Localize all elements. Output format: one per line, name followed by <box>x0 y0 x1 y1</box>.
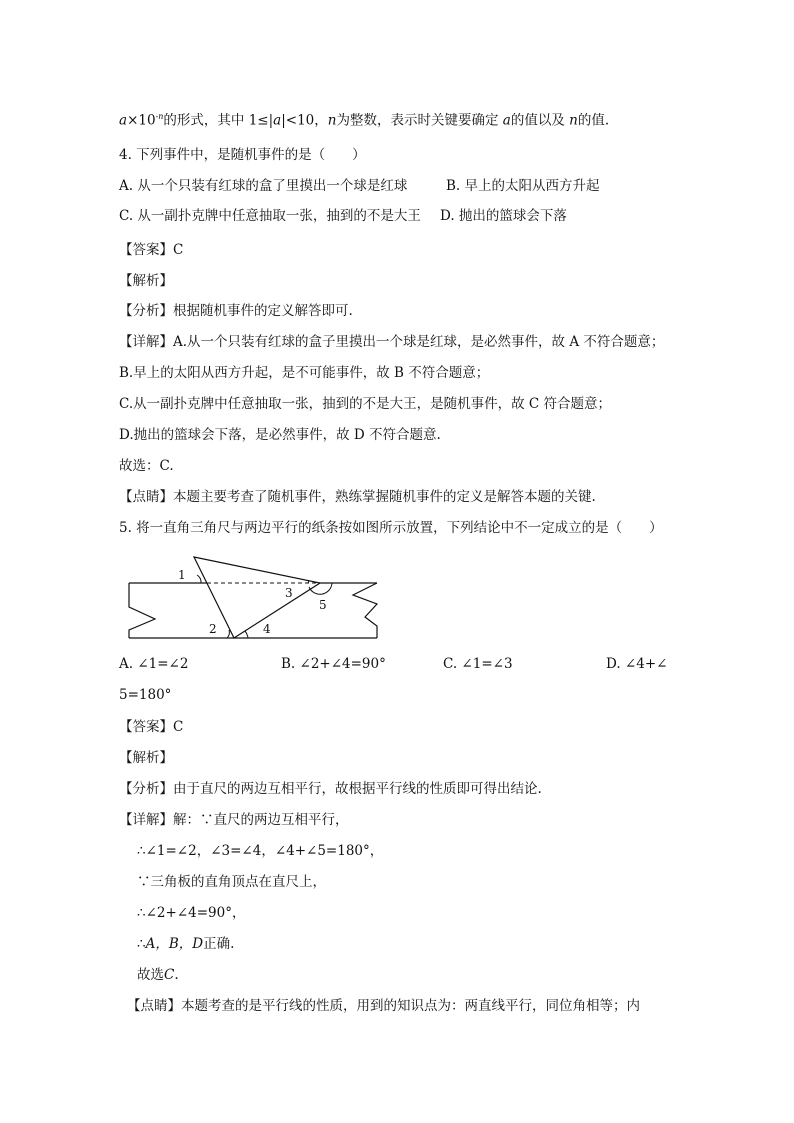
text-seg: . <box>174 967 179 983</box>
q4-option-c: C. 从一副扑克牌中任意抽取一张，抽到的不是大王 <box>119 208 421 224</box>
chosen-option: C <box>164 967 175 983</box>
var-a: a <box>273 112 282 129</box>
q5-option-d: D. ∠4+∠ <box>606 656 668 672</box>
q5-option-b: B. ∠2+∠4=90° <box>281 656 386 672</box>
text-seg: 的值. <box>577 112 610 129</box>
q5-step-5 <box>137 966 179 984</box>
figure-label-5: 5 <box>319 598 327 612</box>
angle-arc-2 <box>227 630 229 638</box>
q5-stem: 5. 将一直角三角尺与两边平行的纸条按如图所示放置，下列结论中不一定成立的是（ ） <box>119 520 663 536</box>
q5-option-c: C. ∠1=∠3 <box>443 656 513 672</box>
text-seg: 的值以及 <box>510 112 565 129</box>
text-seg: 故选 <box>137 967 164 983</box>
q4-detail-1: 【详解】A.从一个只装有红球的盒子里摸出一个球是红球，是必然事件，故 A 不符合题意； <box>119 334 665 350</box>
strip-left-zigzag <box>129 583 155 638</box>
q4-detail-4: D.抛出的篮球会下落，是必然事件，故 D 不符合题意. <box>119 427 441 443</box>
q5-step-1: ∴∠1=∠2，∠3=∠4，∠4+∠5=180°， <box>137 843 384 859</box>
q5-dianjing: 【点睛】本题考查的是平行线的性质，用到的知识点为：两直线平行，同位角相等；内 <box>127 998 640 1014</box>
continuation-line <box>119 108 609 130</box>
var-n: n <box>327 112 337 129</box>
text-seg: 为整数，表示时关键要确定 <box>336 112 499 129</box>
text-seg: 正确. <box>203 936 235 952</box>
q4-guxuan: 故选：C. <box>119 458 174 474</box>
q4-jiexi: 【解析】 <box>119 273 173 289</box>
q5-jiexi: 【解析】 <box>119 750 173 766</box>
q5-step-4 <box>137 935 234 953</box>
figure-label-3: 3 <box>285 586 293 600</box>
q4-stem: 4. 下列事件中，是随机事件的是（ ） <box>119 147 366 163</box>
q4-fenxi: 【分析】根据随机事件的定义解答即可. <box>119 303 353 319</box>
therefore-sign: ∴ <box>137 936 146 952</box>
q4-option-b: B. 早上的太阳从西方升起 <box>446 178 600 194</box>
angle-arc-1 <box>197 575 201 583</box>
times-ten: ×10 <box>127 112 156 129</box>
q5-option-d-cont: 5=180° <box>119 687 172 703</box>
ruler-triangle-figure <box>121 547 387 643</box>
var-a: a <box>502 112 511 129</box>
q4-dianjing: 【点睛】本题主要考查了随机事件，熟练掌握随机事件的定义是解答本题的关键. <box>119 489 596 505</box>
angle-arc-4 <box>245 631 248 638</box>
strip-right-zigzag <box>353 583 377 638</box>
options-list: A，B，D <box>145 936 204 952</box>
q5-step-2: ∵三角板的直角顶点在直尺上， <box>137 874 326 890</box>
q4-option-a: A. 从一个只装有红球的盒了里摸出一个球是红球 <box>119 178 408 194</box>
q4-detail-2: B.早上的太阳从西方升起，是不可能事件，故 B 不符合题意； <box>119 365 490 381</box>
figure-label-4: 4 <box>263 622 271 636</box>
var-a: a <box>119 112 128 129</box>
figure-label-1: 1 <box>178 568 186 582</box>
q4-detail-3: C.从一副扑克牌中任意抽取一张，抽到的不是大王，是随机事件，故 C 符合题意； <box>119 396 612 412</box>
var-n: n <box>569 112 578 129</box>
q5-option-a: A. ∠1=∠2 <box>119 656 189 672</box>
q4-option-d: D. 抛出的篮球会下落 <box>440 208 567 224</box>
text-seg: 的形式，其中 1≤| <box>163 112 274 129</box>
q5-fenxi: 【分析】由于直尺的两边互相平行，故根据平行线的性质即可得出结论. <box>119 781 542 797</box>
text-seg: |<10， <box>281 112 328 129</box>
q5-step-3: ∴∠2+∠4=90°， <box>137 905 246 921</box>
exponent: -n <box>155 112 164 121</box>
q5-answer: 【答案】C <box>119 719 184 735</box>
figure-label-2: 2 <box>209 622 217 636</box>
q5-detail-head: 【详解】解：∵直尺的两边互相平行， <box>119 812 349 828</box>
q4-answer: 【答案】C <box>119 242 184 258</box>
